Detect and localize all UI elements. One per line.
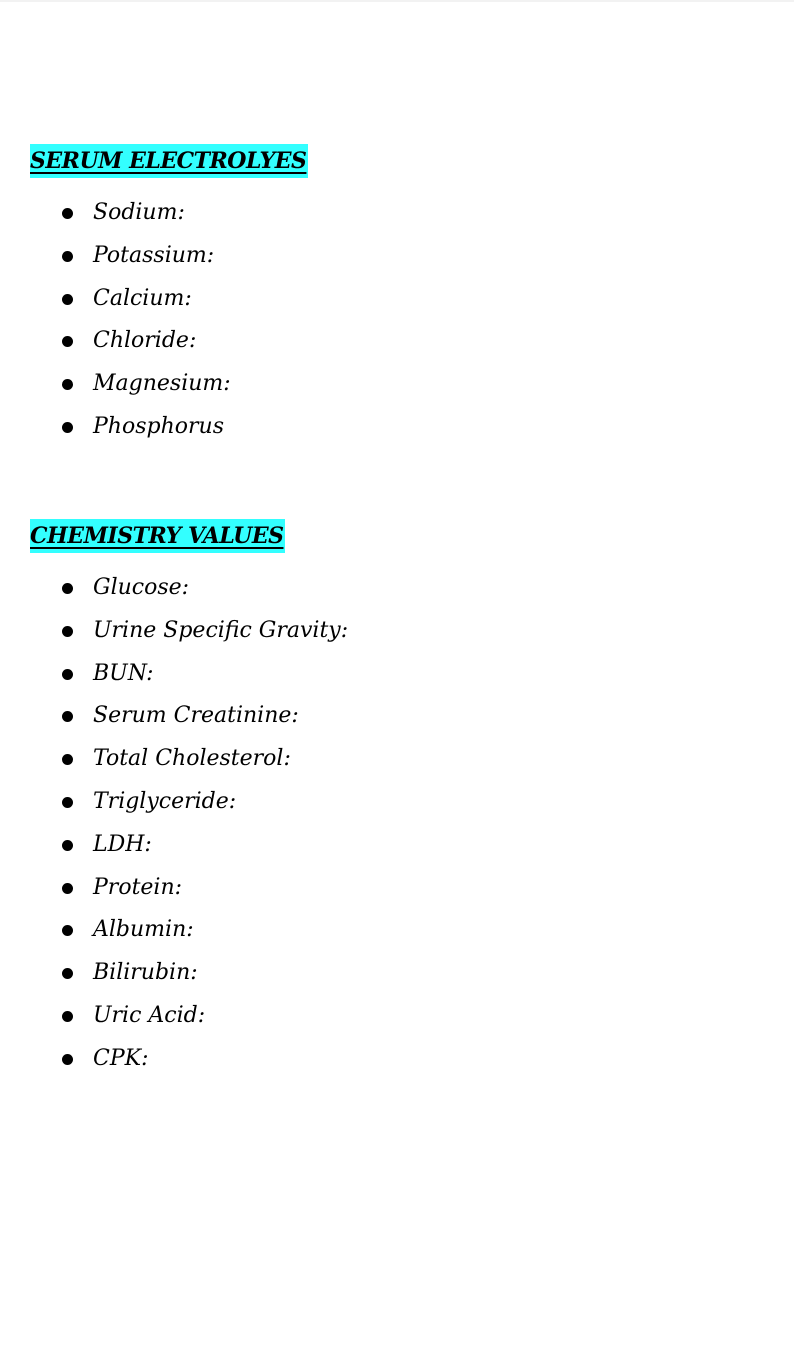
list-item [30, 363, 308, 406]
list-item-label: Chloride: [93, 328, 197, 354]
section-heading-chemistry-values: CHEMISTRY VALUES [30, 519, 285, 553]
list-item-label: LDH: [93, 831, 152, 857]
list-item-label: Urine Specific Gravity: [93, 617, 349, 643]
bullet-icon [62, 336, 73, 347]
bullet-icon [62, 797, 73, 808]
list-item [30, 695, 348, 738]
list-item-label: Magnesium: [93, 371, 231, 397]
bullet-icon [62, 968, 73, 979]
bullet-icon [62, 840, 73, 851]
bullet-icon [62, 754, 73, 765]
bullet-icon [62, 294, 73, 305]
page-top-edge [0, 0, 794, 2]
electrolytes-list [30, 192, 308, 449]
list-item [30, 824, 348, 867]
list-item [30, 406, 308, 449]
bullet-icon [62, 711, 73, 722]
list-item [30, 320, 308, 363]
chemistry-values-section [30, 519, 348, 1081]
list-item-label: BUN: [93, 660, 154, 686]
bullet-icon [62, 925, 73, 936]
list-item [30, 567, 348, 610]
list-item-label: CPK: [93, 1045, 149, 1071]
list-item-label: Calcium: [93, 285, 192, 311]
bullet-icon [62, 583, 73, 594]
bullet-icon [62, 626, 73, 637]
list-item-label: Sodium: [93, 200, 185, 225]
list-item [30, 610, 348, 653]
bullet-icon [62, 208, 73, 219]
bullet-icon [62, 669, 73, 680]
bullet-icon [62, 422, 73, 433]
section-heading-serum-electrolytes: SERUM ELECTROLYES [30, 144, 308, 178]
list-item [30, 781, 348, 824]
list-item [30, 192, 308, 235]
list-item-label: Uric Acid: [93, 1002, 206, 1028]
bullet-icon [62, 1011, 73, 1022]
list-item-label: Protein: [93, 874, 183, 900]
list-item-label: Phosphorus [93, 413, 224, 439]
bullet-icon [62, 1054, 73, 1065]
bullet-icon [62, 251, 73, 262]
chemistry-list [30, 567, 348, 1081]
serum-electrolytes-section [30, 144, 308, 449]
list-item [30, 235, 308, 278]
bullet-icon [62, 379, 73, 390]
list-item [30, 995, 348, 1038]
list-item-label: Bilirubin: [93, 960, 198, 986]
list-item-label: Triglyceride: [93, 788, 237, 814]
list-item-label: Total Cholesterol: [93, 746, 291, 772]
list-item [30, 738, 348, 781]
list-item [30, 1038, 348, 1081]
list-item [30, 278, 308, 321]
list-item [30, 867, 348, 910]
list-item [30, 909, 348, 952]
bullet-icon [62, 883, 73, 894]
list-item-label: Serum Creatinine: [93, 703, 299, 729]
list-item-label: Albumin: [93, 917, 194, 943]
list-item [30, 653, 348, 696]
list-item-label: Potassium: [93, 242, 215, 268]
list-item [30, 952, 348, 995]
list-item-label: Glucose: [93, 575, 190, 600]
